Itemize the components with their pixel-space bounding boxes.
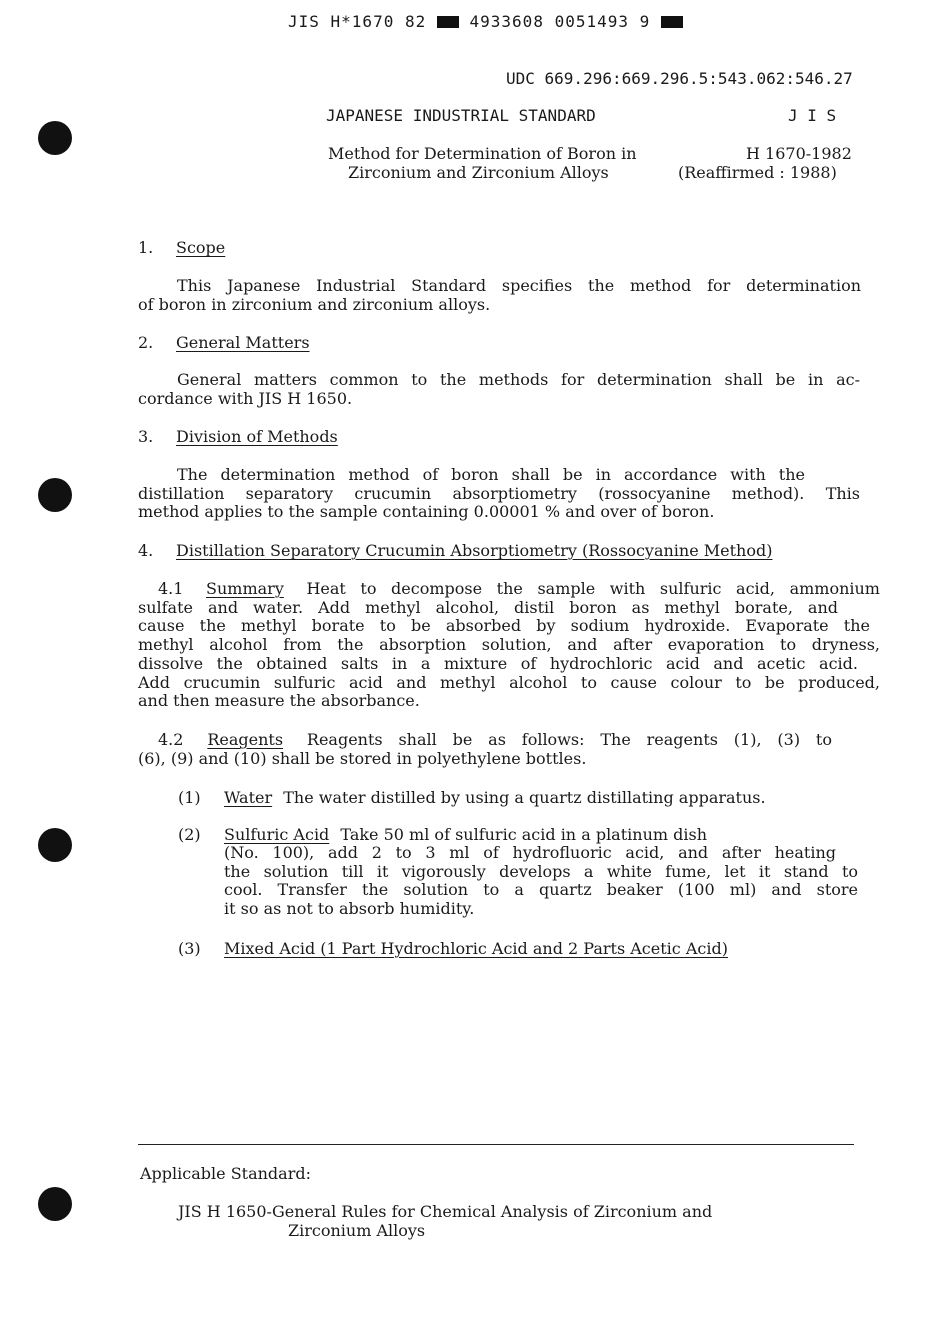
footnote-line-1: JIS H 1650-General Rules for Chemical Analysis of Zirconium and bbox=[178, 1202, 713, 1221]
item-title: Sulfuric Acid bbox=[224, 825, 330, 844]
binder-hole-2 bbox=[38, 478, 72, 512]
reagent-item-2-body bbox=[224, 844, 858, 919]
text-line bbox=[138, 580, 880, 599]
section-4-heading bbox=[138, 541, 772, 560]
section-3-heading bbox=[138, 427, 338, 446]
text-line: the solution till it vigorously develops a white fume, let it stand to bbox=[224, 861, 858, 881]
section-1-body bbox=[138, 277, 861, 314]
text-line: cool. Transfer the solution to a quartz beaker (100 ml) and store bbox=[224, 880, 858, 900]
binder-hole-3 bbox=[38, 828, 72, 862]
text-line: and then measure the absorbance. bbox=[138, 691, 420, 711]
text-line: (No. 100), add 2 to 3 ml of hydrofluoric acid, and after heating bbox=[224, 843, 836, 862]
text-line: cordance with JIS H 1650. bbox=[138, 388, 353, 408]
section-title: Division of Methods bbox=[176, 427, 338, 446]
item-first-line: Take 50 ml of sulfuric acid in a platinum dish bbox=[340, 825, 708, 844]
text-line: The determination method of boron shall be in accordance with the bbox=[177, 465, 805, 484]
standard-org: JAPANESE INDUSTRIAL STANDARD bbox=[326, 106, 596, 125]
subsection-first-line: Heat to decompose the sample with sulfuric acid, ammonium bbox=[306, 579, 880, 598]
section-3-body bbox=[138, 466, 860, 522]
item-first-line: The water distilled by using a quartz distillating apparatus. bbox=[283, 788, 766, 807]
section-1-heading bbox=[138, 238, 225, 257]
section-number: 2. bbox=[138, 333, 154, 352]
subsection-4-1 bbox=[138, 580, 880, 711]
reaffirmed: (Reaffirmed : 1988) bbox=[678, 163, 837, 182]
subsection-number: 4.1 bbox=[158, 579, 184, 598]
header-code-number: 4933608 0051493 9 bbox=[469, 12, 651, 31]
subsection-first-line: Reagents shall be as follows: The reagents (1), (3) to bbox=[306, 730, 832, 749]
section-title: Scope bbox=[176, 238, 226, 257]
udc-number: UDC 669.296:669.296.5:543.062:546.27 bbox=[506, 69, 853, 88]
text-line: it so as not to absorb humidity. bbox=[224, 899, 475, 919]
footnote-label: Applicable Standard: bbox=[140, 1164, 311, 1183]
text-line: method applies to the sample containing 0.00001 % and over of boron. bbox=[138, 502, 715, 522]
text-line: sulfate and water. Add methyl alcohol, distil boron as methyl borate, and bbox=[138, 597, 838, 617]
section-title: Distillation Separatory Crucumin Absorptiometry (Rossocyanine Method) bbox=[176, 541, 773, 560]
section-number: 4. bbox=[138, 541, 154, 560]
item-number: (2) bbox=[178, 825, 201, 844]
jis-mark: J I S bbox=[788, 106, 837, 125]
subsection-number: 4.2 bbox=[158, 730, 184, 749]
reagent-item-2-heading bbox=[178, 825, 707, 844]
item-title: Water bbox=[224, 788, 273, 807]
item-number: (3) bbox=[178, 939, 201, 958]
text-line: distillation separatory crucumin absorptiometry (rossocyanine method). This bbox=[138, 483, 860, 503]
section-title: General Matters bbox=[176, 333, 310, 352]
binder-hole-1 bbox=[38, 121, 72, 155]
text-line: This Japanese Industrial Standard specifies the method for determination bbox=[177, 276, 861, 295]
section-number: 1. bbox=[138, 238, 154, 257]
text-line bbox=[138, 731, 832, 750]
black-block-mark bbox=[437, 16, 459, 28]
black-block-mark-2 bbox=[661, 16, 683, 28]
text-line: dissolve the obtained salts in a mixture of hydrochloric acid and acetic acid. bbox=[138, 653, 858, 673]
header-code-prefix: JIS H*1670 82 bbox=[288, 12, 427, 31]
item-number: (1) bbox=[178, 788, 201, 807]
subsection-4-2 bbox=[138, 731, 832, 768]
section-2-body bbox=[138, 371, 860, 408]
section-2-heading bbox=[138, 333, 310, 352]
reagent-item-1 bbox=[178, 788, 766, 807]
subsection-title: Summary bbox=[206, 579, 284, 598]
footnote-divider bbox=[138, 1144, 854, 1145]
title-line-1: Method for Determination of Boron in bbox=[328, 144, 637, 163]
reagent-item-3 bbox=[178, 939, 728, 958]
binder-hole-4 bbox=[38, 1187, 72, 1221]
text-line: methyl alcohol from the absorption solution, and after evaporation to dryness, bbox=[138, 635, 880, 655]
subsection-title: Reagents bbox=[207, 730, 284, 749]
title-line-2: Zirconium and Zirconium Alloys bbox=[348, 163, 609, 182]
header-code bbox=[288, 12, 683, 31]
item-title: Mixed Acid (1 Part Hydrochloric Acid and 2 Parts Acetic Acid) bbox=[224, 939, 728, 958]
footnote-line-2: Zirconium Alloys bbox=[288, 1221, 426, 1240]
text-line: (6), (9) and (10) shall be stored in polyethylene bottles. bbox=[138, 748, 587, 768]
text-line: General matters common to the methods for determination shall be in ac- bbox=[177, 370, 860, 389]
section-number: 3. bbox=[138, 427, 154, 446]
text-line: Add crucumin sulfuric acid and methyl alcohol to cause colour to be produced, bbox=[138, 672, 880, 692]
standard-code: H 1670-1982 bbox=[746, 144, 852, 163]
text-line: cause the methyl borate to be absorbed by sodium hydroxide. Evaporate the bbox=[138, 616, 870, 636]
text-line: of boron in zirconium and zirconium alloys. bbox=[138, 294, 491, 314]
